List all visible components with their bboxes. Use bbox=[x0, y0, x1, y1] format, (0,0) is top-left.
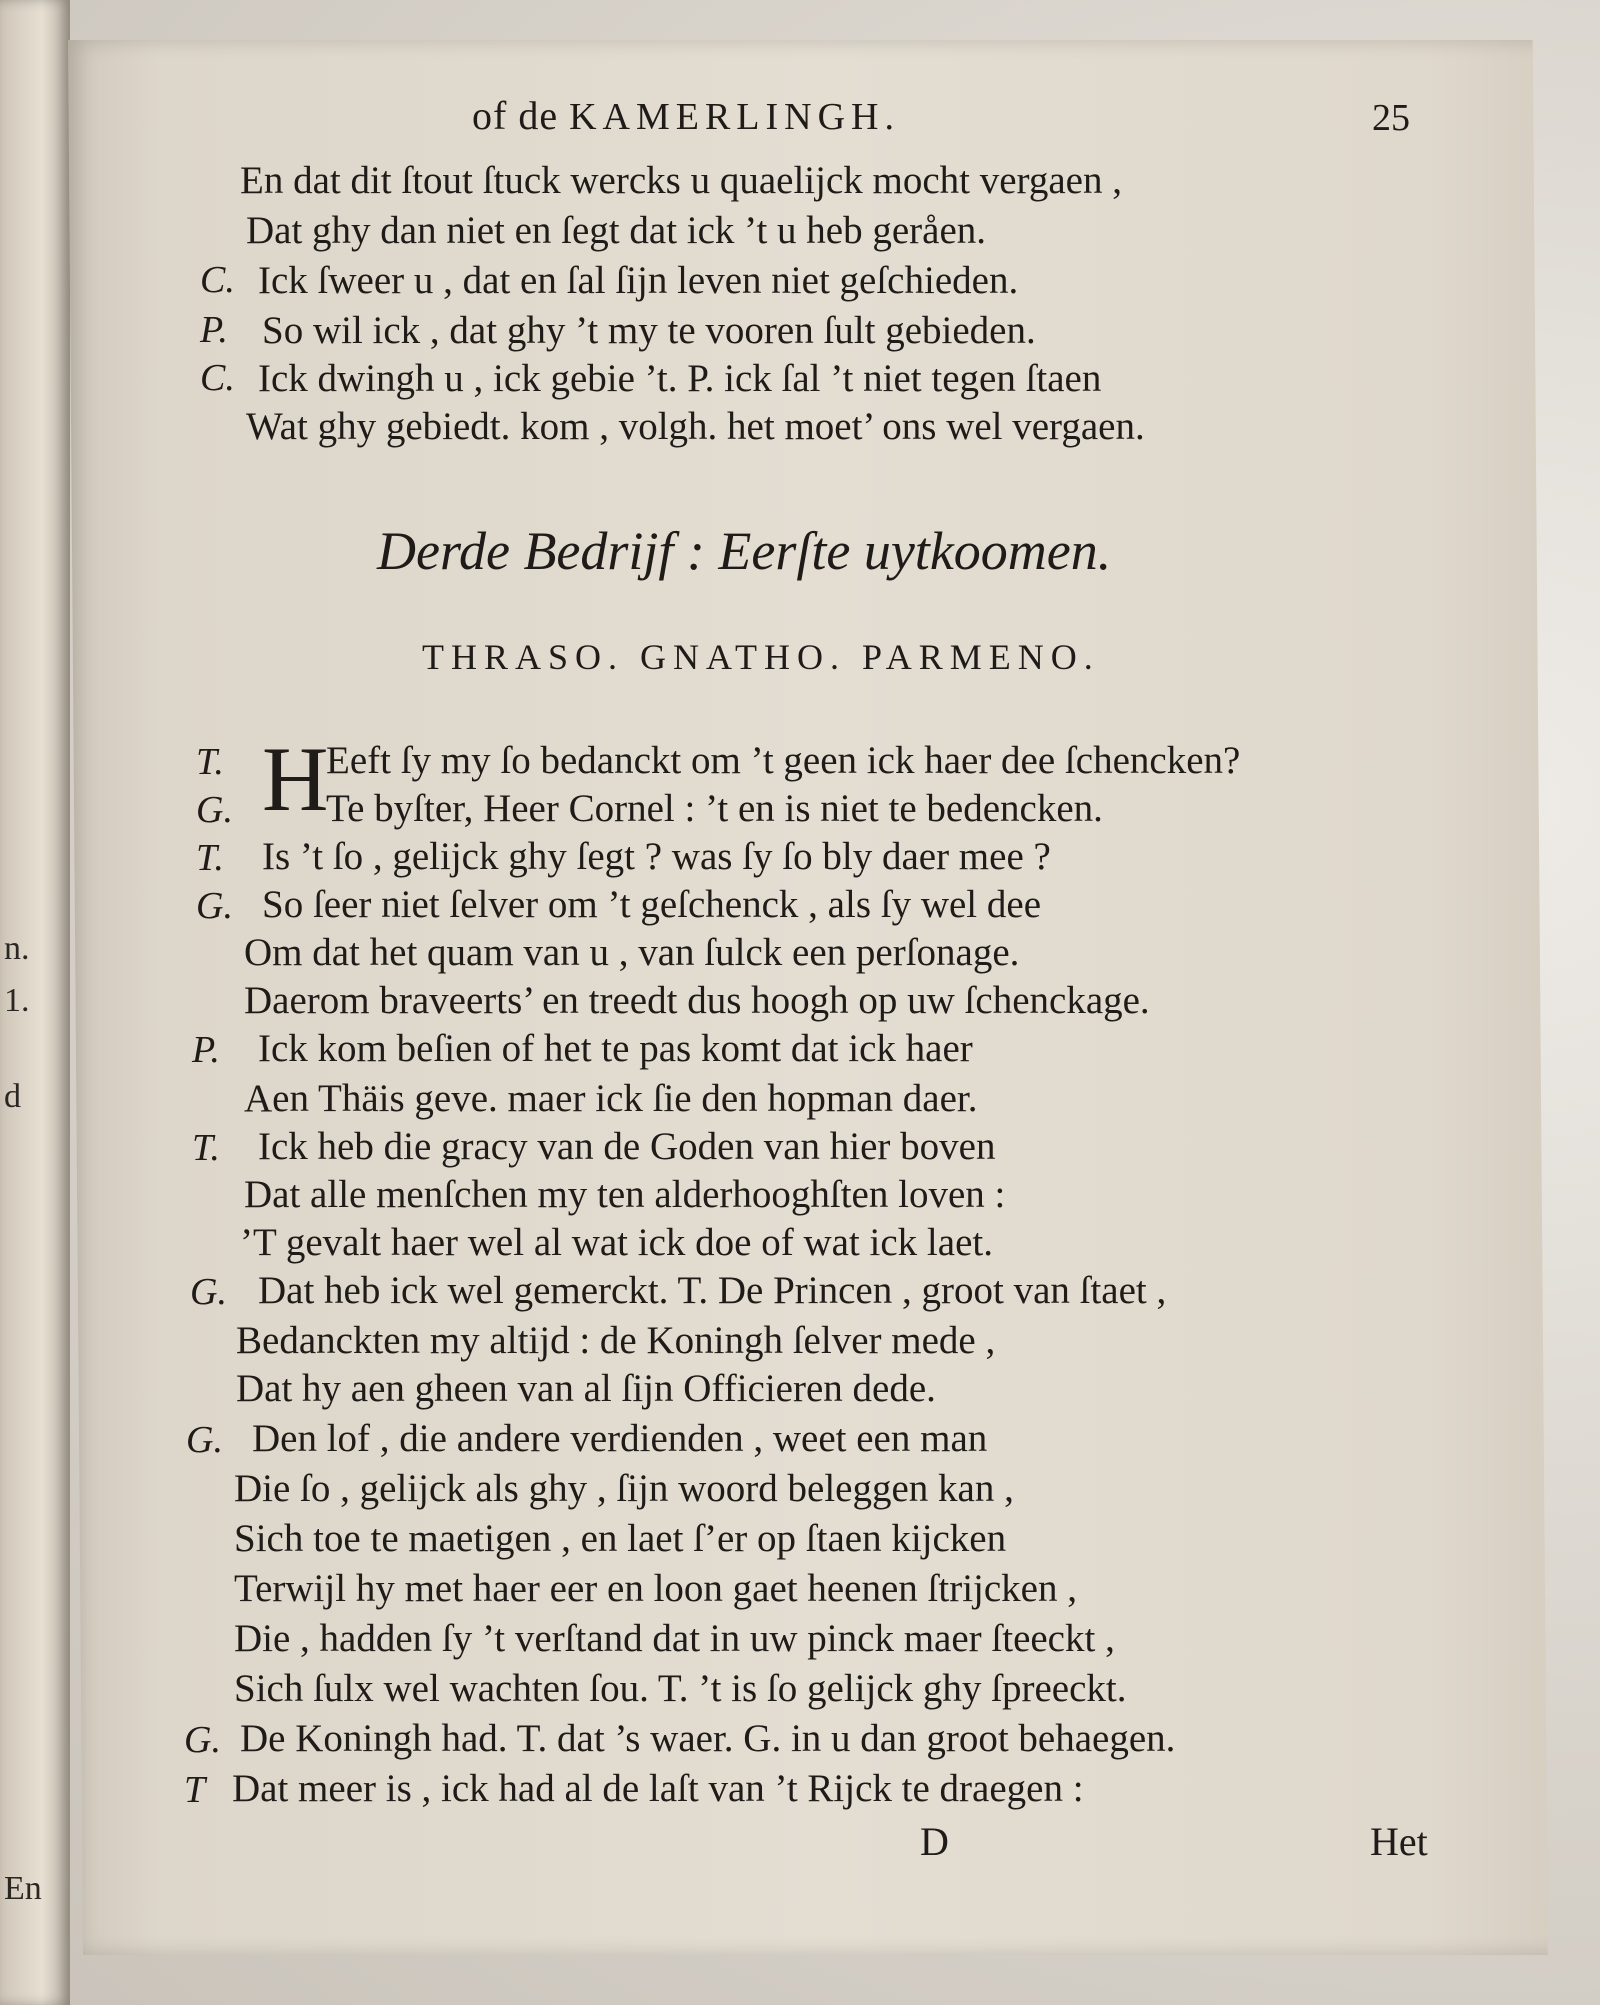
speaker-label: T bbox=[184, 1769, 206, 1811]
verse-line: Die , hadden ſy ’t verſtand dat in uw pinck maer ſteeckt , bbox=[234, 1617, 1115, 1660]
page-number: 25 bbox=[1372, 97, 1410, 139]
speaker-label: P. bbox=[192, 1029, 220, 1071]
verse-line: Ick heb die gracy van de Goden van hier boven bbox=[258, 1125, 996, 1168]
running-head-title: KAMERLINGH. bbox=[569, 96, 901, 138]
verse-line: Wat ghy gebiedt. kom , volgh. het moet’ ons wel vergaen. bbox=[246, 405, 1145, 448]
act-title: Derde Bedrijf : Eerſte uytkoomen. bbox=[377, 521, 1112, 581]
speaker-label: G. bbox=[186, 1419, 223, 1461]
verse-line: Te byſter, Heer Cornel : ’t en is niet te bedencken. bbox=[326, 787, 1103, 830]
speaker-label: T. bbox=[196, 741, 224, 783]
running-head-prefix: of de bbox=[472, 93, 559, 138]
facing-page-fragment: En bbox=[4, 1870, 42, 1907]
running-head bbox=[472, 92, 900, 139]
verse-line: Bedanckten my altijd : de Koningh ſelver mede , bbox=[236, 1319, 996, 1362]
speaker-label: P. bbox=[200, 309, 228, 351]
facing-page-fragment: d bbox=[4, 1078, 21, 1115]
verse-line: Ick dwingh u , ick gebie ’t. P. ick ſal ’t niet tegen ſtaen bbox=[258, 357, 1102, 400]
verse-line: Dat alle menſchen my ten alderhooghſten loven : bbox=[244, 1173, 1006, 1216]
signature-mark: D bbox=[920, 1819, 949, 1864]
catchword: Het bbox=[1370, 1819, 1428, 1864]
speaker-label: T. bbox=[196, 837, 224, 879]
facing-page-fragment: 1. bbox=[4, 982, 30, 1019]
verse-line: Sich toe te maetigen , en laet ſ’er op ſtaen kijcken bbox=[234, 1517, 1007, 1560]
verse-line: Ick ſweer u , dat en ſal ſijn leven niet geſchieden. bbox=[258, 259, 1019, 302]
drop-cap: H bbox=[262, 728, 329, 830]
verse-line: Die ſo , gelijck als ghy , ſijn woord beleggen kan , bbox=[234, 1467, 1014, 1510]
verse-line: Om dat het quam van u , van ſulck een perſonage. bbox=[244, 931, 1020, 974]
speaker-label: G. bbox=[190, 1271, 227, 1313]
verse-line: De Koningh had. T. dat ’s waer. G. in u dan groot behaegen. bbox=[240, 1717, 1176, 1760]
verse-line: Dat hy aen gheen van al ſijn Officieren dede. bbox=[236, 1367, 936, 1410]
verse-line: Dat ghy dan niet en ſegt dat ick ’t u heb geråen. bbox=[246, 209, 987, 252]
verse-line: Aen Thäis geve. maer ick ſie den hopman daer. bbox=[244, 1077, 978, 1120]
facing-page-fragment: n. bbox=[4, 930, 30, 967]
verse-line: So wil ick , dat ghy ’t my te vooren ſult gebieden. bbox=[262, 309, 1036, 352]
verse-line: En dat dit ſtout ſtuck wercks u quaelijck mocht vergaen , bbox=[240, 159, 1122, 202]
verse-line: Terwijl hy met haer eer en loon gaet heenen ſtrijcken , bbox=[234, 1567, 1077, 1610]
verse-line: Ick kom beſien of het te pas komt dat ick haer bbox=[258, 1027, 973, 1070]
speaker-label: G. bbox=[196, 885, 233, 927]
speaker-label: G. bbox=[196, 789, 233, 831]
verse-line: Dat meer is , ick had al de laſt van ’t Rijck te draegen : bbox=[232, 1767, 1084, 1810]
verse-line: Daerom braveerts’ en treedt dus hoogh op uw ſchenckage. bbox=[244, 979, 1150, 1022]
facing-page-edge bbox=[0, 0, 70, 2005]
verse-line: ’T gevalt haer wel al wat ick doe of wat ick laet. bbox=[240, 1221, 993, 1264]
speaker-label: T. bbox=[192, 1127, 220, 1169]
verse-line: Eeft ſy my ſo bedanckt om ’t geen ick haer dee ſchencken? bbox=[326, 739, 1241, 782]
verse-line: Sich ſulx wel wachten ſou. T. ’t is ſo gelijck ghy ſpreeckt. bbox=[234, 1667, 1127, 1710]
verse-line: So ſeer niet ſelver om ’t geſchenck , als ſy wel dee bbox=[262, 883, 1042, 926]
speaker-label: C. bbox=[200, 259, 235, 301]
speaker-label: G. bbox=[184, 1719, 221, 1761]
character-list: THRASO. GNATHO. PARMENO. bbox=[422, 637, 1100, 677]
verse-line: Den lof , die andere verdienden , weet een man bbox=[252, 1417, 988, 1460]
speaker-label: C. bbox=[200, 357, 235, 399]
verse-line: Dat heb ick wel gemerckt. T. De Princen , groot van ſtaet , bbox=[258, 1269, 1167, 1312]
verse-line: Is ’t ſo , gelijck ghy ſegt ? was ſy ſo bly daer mee ? bbox=[262, 835, 1051, 878]
